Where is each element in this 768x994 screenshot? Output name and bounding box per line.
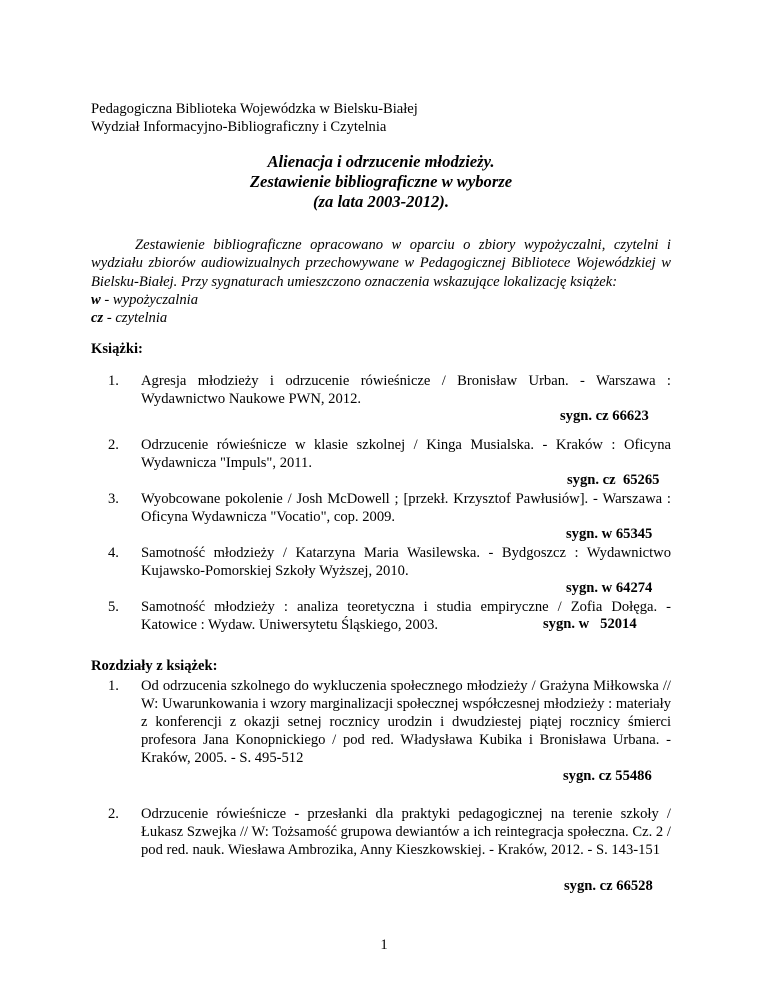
library-name: Pedagogiczna Biblioteka Wojewódzka w Bielsku-Białej: [91, 101, 418, 117]
book-description: Odrzucenie rówieśnicze w klasie szkolnej / Kinga Musialska. - Kraków : Oficyna Wydawnicza "Impuls", 2011.: [141, 437, 671, 471]
title-line-3: (za lata 2003-2012).: [313, 192, 449, 211]
book-entry: [108, 436, 671, 472]
book-signature: sygn. cz 65265: [567, 472, 660, 488]
legend-w-code: w: [91, 291, 101, 308]
book-signature: sygn. w 52014: [543, 616, 637, 632]
book-number: 5.: [108, 599, 119, 615]
book-number: 1.: [108, 373, 119, 389]
page-number: 1: [380, 937, 388, 953]
book-number: 4.: [108, 545, 119, 561]
book-number: 2.: [108, 437, 119, 453]
legend-cz-code: cz: [91, 310, 104, 327]
chapter-description: Odrzucenie rówieśnicze - przesłanki dla praktyki pedagogicznej na terenie szkoły / Łukasz Szwejka // W: Tożsamość grupowa dewiantów a ich reintegracja społeczna. Cz. 2 / pod red. nauk. Wiesława Ambrozika, Anny Kieszkowskiej. - Kraków, 2012. - S. 143-151: [141, 806, 671, 858]
legend-cz-desc: - czytelnia: [103, 310, 168, 327]
department-name: Wydział Informacyjno-Bibliograficzny i Czytelnia: [91, 119, 387, 135]
book-entry: [108, 490, 671, 526]
chapter-number: 2.: [108, 806, 119, 822]
book-description: Samotność młodzieży / Katarzyna Maria Wasilewska. - Bydgoszcz : Wydawnictwo Kujawsko-Pomorskiej Szkoły Wyższej, 2010.: [141, 545, 671, 579]
book-entry: [108, 544, 671, 580]
book-description: Samotność młodzieży : analiza teoretyczna i studia empiryczne / Zofia Dołęga. - Katowice : Wydaw. Uniwersytetu Śląskiego, 2003.: [141, 599, 671, 633]
book-signature: sygn. w 64274: [566, 580, 653, 596]
book-signature: sygn. w 65345: [566, 526, 653, 542]
legend-cz: [91, 309, 671, 327]
title-line-1: Alienacja i odrzucenie młodzieży.: [267, 152, 495, 171]
title-line-2: Zestawienie bibliograficzne w wyborze: [249, 172, 513, 191]
book-number: 3.: [108, 491, 119, 507]
legend-w-desc: - wypożyczalnia: [100, 291, 199, 308]
chapters-heading: Rozdziały z książek:: [91, 658, 218, 674]
chapter-signature: sygn. cz 66528: [564, 878, 653, 894]
document-title: [91, 152, 671, 212]
legend-w: [91, 291, 671, 309]
intro-section: [91, 236, 671, 327]
library-header: [91, 100, 418, 136]
book-description: Wyobcowane pokolenie / Josh McDowell ; [przekł. Krzysztof Pawłusiów]. - Warszawa : Oficyna Wydawnicza "Vocatio", cop. 2009.: [141, 491, 671, 525]
book-description: Agresja młodzieży i odrzucenie rówieśnicze / Bronisław Urban. - Warszawa : Wydawnictwo Naukowe PWN, 2012.: [141, 373, 671, 407]
chapter-description: Od odrzucenia szkolnego do wykluczenia społecznego młodzieży / Grażyna Miłkowska // W: Uwarunkowania i wzory marginalizacji społecznej współczesnej młodzieży : materiały z konferencji z okazji setnej rocznicy urodzin i dwudziestej piątej rocznicy śmierci profesora Jana Konopnickiego / pod red. Władysława Kubika i Bronisława Urbana. - Kraków, 2005. - S. 495-512: [141, 678, 671, 766]
intro-paragraph: Zestawienie bibliograficzne opracowano w oparciu o zbiory wypożyczalni, czytelni i wydziału zbiorów audiowizualnych przechowywane w Pedagogicznej Bibliotece Wojewódzkiej w Bielsku-Białej. Przy sygnaturach umieszczono oznaczenia wskazujące lokalizację książek:: [91, 237, 671, 290]
book-entry: [108, 372, 671, 408]
chapter-signature: sygn. cz 55486: [563, 768, 652, 784]
chapter-entry: [108, 805, 671, 859]
chapter-entry: [108, 677, 671, 767]
book-signature: sygn. cz 66623: [560, 408, 649, 424]
books-heading: Książki:: [91, 341, 143, 357]
chapter-number: 1.: [108, 678, 119, 694]
